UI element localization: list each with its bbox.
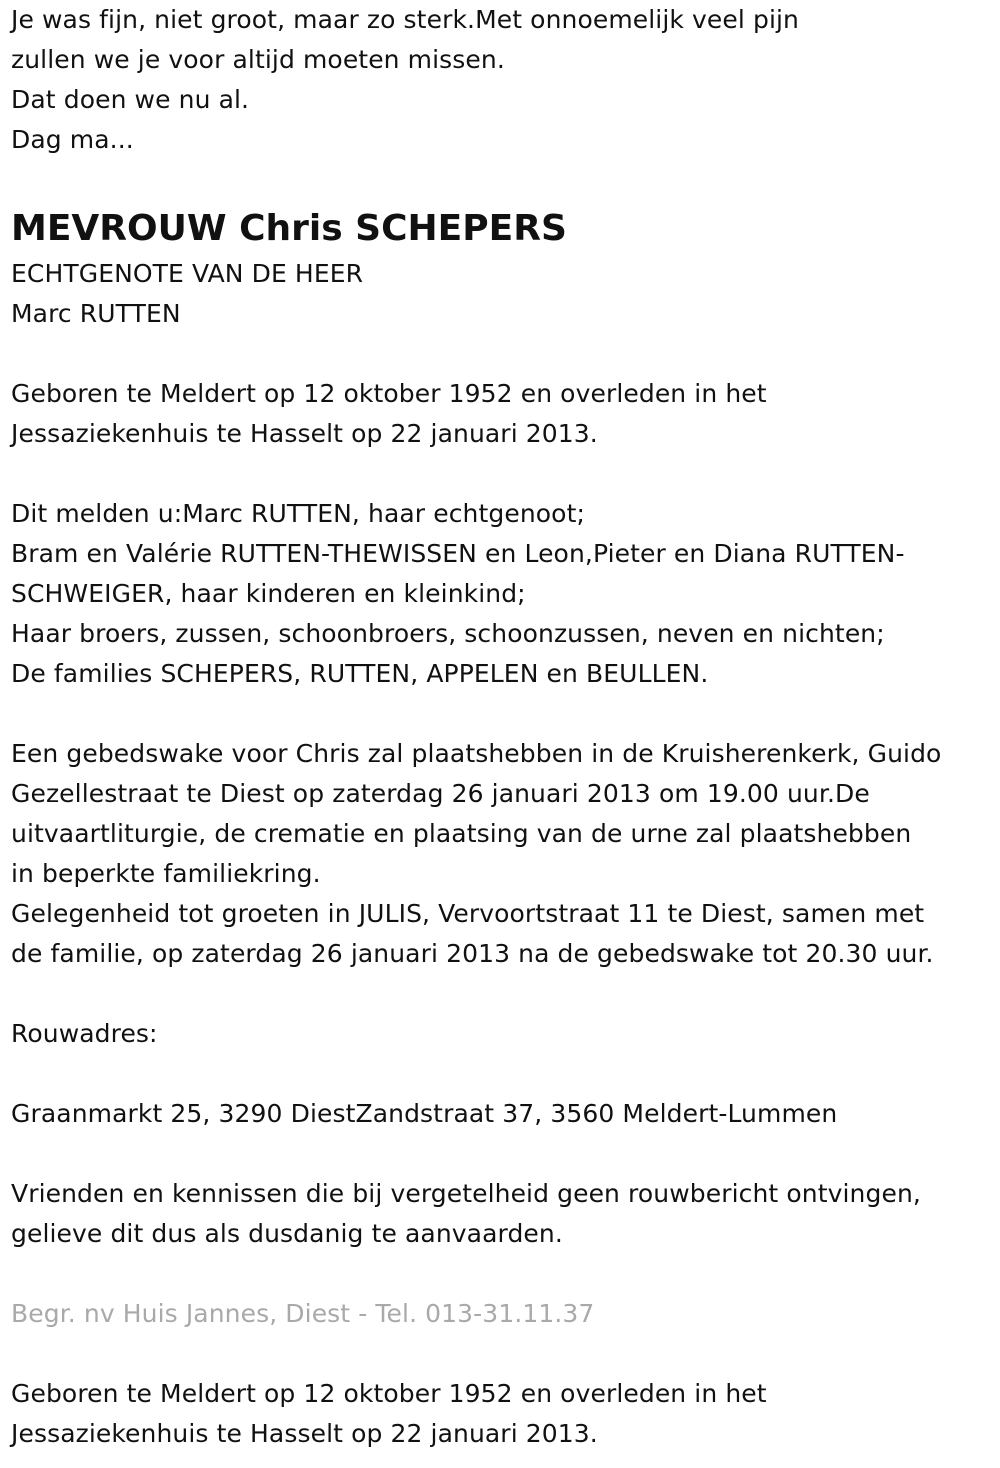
spacer bbox=[11, 1054, 991, 1094]
ceremony-block bbox=[11, 734, 991, 974]
birth-death-repeat-block bbox=[11, 1374, 991, 1454]
intro-line: zullen we je voor altijd moeten missen. bbox=[11, 45, 505, 74]
birth-death-line: Geboren te Meldert op 12 oktober 1952 en overleden in het bbox=[11, 1379, 767, 1408]
ceremony-line: de familie, op zaterdag 26 januari 2013 na de gebedswake tot 20.30 uur. bbox=[11, 939, 934, 968]
ceremony-line: Gezellestraat te Diest op zaterdag 26 januari 2013 om 19.00 uur.De bbox=[11, 779, 870, 808]
announcer-line: De families SCHEPERS, RUTTEN, APPELEN en BEULLEN. bbox=[11, 659, 709, 688]
ceremony-line: uitvaartliturgie, de crematie en plaatsing van de urne zal plaatshebben bbox=[11, 819, 912, 848]
relation-block bbox=[11, 254, 991, 334]
birth-death-line: Jessaziekenhuis te Hasselt op 22 januari 2013. bbox=[11, 419, 598, 448]
spacer bbox=[11, 694, 991, 734]
mourning-address-label: Rouwadres: bbox=[11, 1019, 158, 1048]
notice-block bbox=[11, 1174, 991, 1254]
spacer bbox=[11, 160, 991, 200]
intro-poem bbox=[11, 0, 991, 160]
deceased-name: MEVROUW Chris SCHEPERS bbox=[11, 208, 567, 249]
funeral-home-info: Begr. nv Huis Jannes, Diest - Tel. 013-31.11.37 bbox=[11, 1299, 595, 1328]
birth-death-line: Geboren te Meldert op 12 oktober 1952 en overleden in het bbox=[11, 379, 767, 408]
announcer-line: Dit melden u:Marc RUTTEN, haar echtgenoot; bbox=[11, 499, 585, 528]
mourning-address: Graanmarkt 25, 3290 DiestZandstraat 37, 3560 Meldert-Lummen bbox=[11, 1099, 838, 1128]
birth-death-block bbox=[11, 374, 991, 454]
announcer-line: Bram en Valérie RUTTEN-THEWISSEN en Leon,Pieter en Diana RUTTEN- bbox=[11, 539, 905, 568]
spacer bbox=[11, 1134, 991, 1174]
spacer bbox=[11, 334, 991, 374]
announcer-line: SCHWEIGER, haar kinderen en kleinkind; bbox=[11, 579, 526, 608]
ceremony-line: Een gebedswake voor Chris zal plaatshebben in de Kruisherenkerk, Guido bbox=[11, 739, 942, 768]
announcer-line: Haar broers, zussen, schoonbroers, schoonzussen, neven en nichten; bbox=[11, 619, 885, 648]
intro-line: Dag ma... bbox=[11, 125, 134, 154]
spacer bbox=[11, 974, 991, 1014]
relation-line: Marc RUTTEN bbox=[11, 299, 181, 328]
relation-line: ECHTGENOTE VAN DE HEER bbox=[11, 259, 364, 288]
spacer bbox=[11, 454, 991, 494]
spacer bbox=[11, 1254, 991, 1294]
notice-line: Vrienden en kennissen die bij vergetelheid geen rouwbericht ontvingen, bbox=[11, 1179, 921, 1208]
ceremony-line: in beperkte familiekring. bbox=[11, 859, 321, 888]
intro-line: Je was fijn, niet groot, maar zo sterk.Met onnoemelijk veel pijn bbox=[11, 5, 799, 34]
announcers-block bbox=[11, 494, 991, 694]
ceremony-line: Gelegenheid tot groeten in JULIS, Vervoortstraat 11 te Diest, samen met bbox=[11, 899, 925, 928]
obituary-page bbox=[11, 0, 991, 1454]
spacer bbox=[11, 1334, 991, 1374]
intro-line: Dat doen we nu al. bbox=[11, 85, 250, 114]
birth-death-line: Jessaziekenhuis te Hasselt op 22 januari 2013. bbox=[11, 1419, 598, 1448]
notice-line: gelieve dit dus als dusdanig te aanvaarden. bbox=[11, 1219, 563, 1248]
